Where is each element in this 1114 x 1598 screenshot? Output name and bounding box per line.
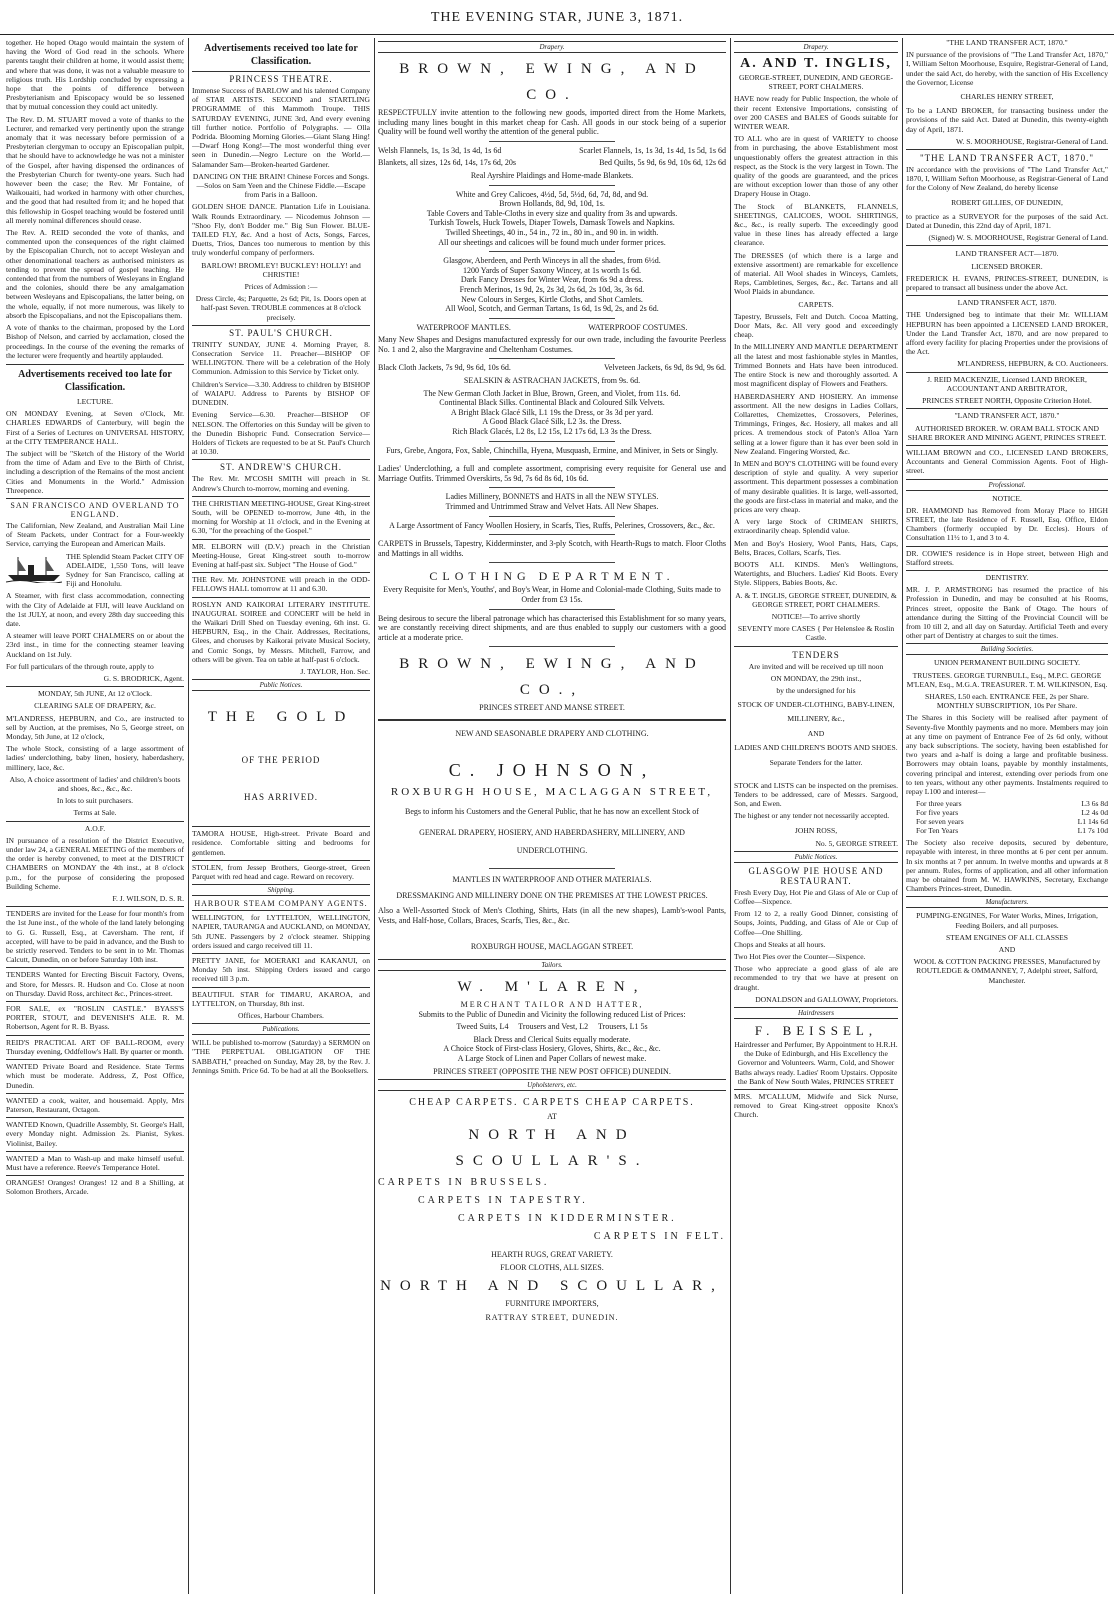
ad-heading: MERCHANT TAILOR AND HATTER, (460, 1000, 644, 1010)
price-line: Tweed Suits, L4 Trousers and Vest, L2 Trousers, L1 5s (456, 1022, 648, 1032)
section-label: Publications. (192, 1023, 370, 1035)
price-list: White and Grey Calicoes, 4½d, 5d, 5½d, 6d, 7d, 8d, and 9d. Brown Hollands, 8d, 9d, 10d, 1s. Table Covers and Table-Cloths in every size and quality from 3s and upwards. Turkish Towels, Huck Towels, Diaper Towels, Damask Towels and Napkins. Twilled Sheetings, 40 in., 54 in., 72 in., 80 in., and 90 in. in width. All our sheetings and calicoes will be found much under former prices. (426, 189, 678, 247)
rates-row (916, 826, 1108, 835)
ad-text: BEAUTIFUL STAR for TIMARU, AKAROA, and LYTTELTON, on Thursday, 8th inst. (192, 987, 370, 1008)
section-label: Upholsterers, etc. (378, 1079, 726, 1091)
ad-text: The Rev. Mr. M'COSH SMITH will preach in St. Andrew's Church to-morrow, morning and evening. (192, 474, 370, 493)
ad-text: In lots to suit purchasers. (56, 796, 134, 806)
ad-text: Ladies Millinery, BONNETS and HATS in all the NEW STYLES. Trimmed and Untrimmed Straw and Velvet Hats. All New Shapes. (445, 492, 659, 511)
ad-text: HEARTH RUGS, GREAT VARIETY. (491, 1249, 613, 1259)
ad-address: No. 5, GEORGE STREET. (815, 838, 898, 848)
column-rule (730, 38, 731, 1594)
ad-heading: NORTH AND SCOULLAR'S. (455, 1126, 649, 1169)
rates-term: For five years (916, 808, 959, 818)
ad-text: FREDERICK H. EVANS, PRINCES-STREET, DUNEDIN, is prepared to transact all business under the above Act. (906, 273, 1108, 293)
price-line: Welsh Flannels, 1s, 1s 3d, 1s 4d, 1s 6d (378, 145, 502, 155)
ad-text: PRETTY JANE, for MOERAKI and KAKANUI, on Monday 5th inst. Shipping Orders issued and cargo received till 3 p.m. (192, 953, 370, 984)
rates-amount: L2 4s 0d (1081, 808, 1108, 818)
ad-heading: WATERPROOF MANTLES. (416, 322, 511, 332)
ad-text: BOOTS ALL KINDS. Men's Wellingtons, Watertights, and Bluchers. Ladies' Kid Boots. Every Style. Slippers, Babies Boots, &c. (734, 559, 898, 588)
signature: DONALDSON and GALLOWAY, Proprietors. (755, 994, 898, 1004)
ad-heading: CHEAP CARPETS. CARPETS CHEAP CARPETS. (409, 1097, 695, 1109)
section-heading: Advertisements received too late for Classification. (204, 43, 358, 67)
ad-text: Every Requisite for Men's, Youths', and Boy's Wear, in Home and Colonial-made Clothing, Suits made to Order from £3 15s. (383, 585, 721, 604)
ad-text: IN pursuance of a resolution of the District Executive, under law 24, a GENERAL MEETING of the members of the order is hereby convened, to meet at the DISTRICT CHAMBERS on MONDAY the 4th inst., at 8 o'clock p.m., for the purpose of considering the proposed Building Scheme. (6, 835, 184, 891)
section-label: Drapery. (378, 41, 726, 53)
section-label: Drapery. (734, 41, 898, 53)
ad-text: to practice as a SURVEYOR for the purposes of the said Act. Dated at Dunedin, this 22nd day of April, 1871. (906, 211, 1108, 231)
price-list: The New German Cloth Jacket in Blue, Brown, Green, and Violet, from 11s. 6d. Continental Black Silks. Continental Black and Coloured Silk Velvets. A Bright Black Glacé Silk, L1 19s the Dress, or 3s 3d per yard. A Good Black Glacé Silk, L2 3s. the Dress. Rich Black Glacés, L2 8s, L2 15s, L2 17s 6d, L3 3s the Dress. (423, 388, 681, 437)
ad-text: The subject will be "Sketch of the History of the World from the time of Adam and Eve to the Birth of Christ, including a description of the Remains of the most ancient Cities and Monuments in the World." Admission Threepence. (6, 448, 184, 495)
ad-text: For full particulars of the through route, apply to (6, 661, 154, 671)
ad-heading: WATERPROOF COSTUMES. (588, 322, 688, 332)
price-list: Glasgow, Aberdeen, and Perth Winceys in all the shades, from 6½d. 1200 Yards of Super Saxony Wincey, at 1s worth 1s 6d. Dark Fancy Dresses for Winter Wear, from 6s 9d a dress. French Merinos, 1s 9d, 2s, 2s 3d, 2s 6d, 2s 10d, 3s, 3s 6d. New Colours in Serges, Kirtle Cloths, and Shot Camlets. All Wool, Scotch, and German Tartans, 1s 6d, 1s 9d, 2s, and 2s 6d. (443, 256, 661, 314)
ad-text: Immense Success of BARLOW and his talented Company of STAR ARTISTS. SECOND and STARTLING PROGRAMME of this Mammoth Troupe. THIS SATURDAY EVENING, JUNE 3rd, And every evening till further notice. Portfolio of Polygraphs. — Olla Podrida. Blooming Morning Glories.—Giant Slang Hing!—Dwarf Hong Kong!—The most wonderful thing ever seen in Dunedin.—Negro Lecture on the World.—Salamander Sam—Broken-hearted Gardener. (192, 86, 370, 169)
ad-text: CARPETS IN BRUSSELS. (378, 1176, 550, 1188)
ad-text: Terms at Sale. (73, 808, 117, 818)
ad-text: Many New Shapes and Designs manufactured expressly for our own trade, including the favourite Peerless No. 1 and 2, also the Margravine and Cheltenham Costumes. (378, 335, 726, 354)
ad-text: J. REID MACKENZIE, Licensed LAND BROKER, ACCOUNTANT AND ARBITRATOR, (906, 372, 1108, 393)
ad-text: REID'S PRACTICAL ART OF BALL-ROOM, every Thursday evening, Oddfellow's Hall. By quarter or month. (6, 1035, 184, 1056)
price-line: Scarlet Flannels, 1s, 1s 3d, 1s 4d, 1s 5d, 1s 6d (579, 145, 726, 155)
ad-heading: PUMPING-ENGINES, For Water Works, Mines, Irrigation, Feeding Boilers, and all purposes. (916, 911, 1098, 930)
ad-text: The whole Stock, consisting of a large assortment of ladies' underclothing, baby linen, hosiery, haberdashery, millinery, lace, &c. (6, 744, 184, 772)
ad-text: STOCK and LISTS can be inspected on the premises. Tenders to be addressed, care of Messrs. Sargood, Son, and Ewen. (734, 780, 898, 808)
ad-text: A very large Stock of CRIMEAN SHIRTS, extraordinarily cheap. Splendid value. (734, 517, 898, 536)
column-rule (188, 38, 189, 1594)
ad-text: SHARES, L50 each. ENTRANCE FEE, 2s per Share. MONTHLY SUBSCRIPTION, 10s Per Share. (925, 691, 1089, 711)
section-label: Professional. (906, 479, 1108, 491)
price-line: SEALSKIN & ASTRACHAN JACKETS, from 9s. 6d. (463, 376, 641, 386)
ad-text: BARLOW! BROMLEY! BUCKLEY! HOLLY! and CHRISTIE! (201, 260, 361, 279)
steamship-icon (6, 553, 62, 583)
ad-heading: MANTLES IN WATERPROOF AND OTHER MATERIALS. (452, 875, 652, 885)
section-label: Shipping. (192, 884, 370, 896)
article-paragraph: The Rev. D. M. STUART moved a vote of thanks to the Lecturer, and remarked very pertinently upon the strange anomaly that it was necessary before permission of a Presbyterian clergyman to occupy an Episcopalian pulpit, that he should have to acknowledge he was not a minister of the Gospel, after having dispensed the ordinances of the Presbyterian Church for twenty-one years. Such had however been the case; the Rev. Mr Fontaine, of Waikouaiti, had worked in harmony with other churches, and the good that had resulted from it; and he hoped that this fellowship in Gospel teaching would be fostered until all merely nominal differences should cease. (6, 114, 184, 225)
ad-address: PRINCES STREET NORTH, Opposite Criterion Hotel. (922, 396, 1092, 406)
ad-address: PRINCES STREET (OPPOSITE THE NEW POST OFFICE) DUNEDIN. (433, 1066, 671, 1076)
ad-heading: BROWN, EWING, AND CO., (399, 656, 705, 699)
column-rule (902, 38, 903, 1594)
ad-heading: TENDERS (734, 646, 898, 660)
column-5 (906, 38, 1108, 1594)
ad-text: DANCING ON THE BRAIN! Chinese Forces and Songs.—Solos on Sam Yeen and the Chinese Fiddle.—Escape from Paris in a Balloon. (192, 171, 370, 200)
ad-text: DR. HAMMOND has Removed from Moray Place to HIGH STREET, the late Residence of F. Russell, Esq. Office, Eldon Chambers (formerly occupied by Dr. Eccles). Hours of Consultation 11½ to 1, and 3 to 4. (906, 505, 1108, 543)
ad-text: THE Splendid Steam Packet CITY OF ADELAIDE, 1,550 Tons, will leave Sydney for San Francisco, calling at Fiji and Honolulu. (66, 551, 184, 589)
ad-text: A Large Assortment of Fancy Woollen Hosiery, in Scarfs, Ties, Ruffs, Pelerines, Crossovers, &c., &c. (389, 520, 715, 530)
ad-text: TAMORA HOUSE, High-street. Private Board and residence. Comfortable sitting and bedrooms for gentlemen. (192, 826, 370, 857)
ad-heading: LAND TRANSFER ACT, 1870. (906, 295, 1108, 307)
ad-heading: STEAM ENGINES OF ALL CLASSES (945, 932, 1069, 942)
ad-text: The Stock of BLANKETS, FLANNELS, SHEETINGS, CALICOES, WOOL SHIRTINGS, &c., &c., is really superb. The exceedingly good value in these lines has already effected a large clearance. (734, 201, 898, 248)
ad-text: HAVE now ready for Public Inspection, the whole of their recent Extensive Importations, consisting of over 200 CASES and BALES of Goods suitable for WINTER WEAR. (734, 94, 898, 132)
ad-text: The highest or any tender not necessarily accepted. (734, 811, 890, 821)
ad-heading: THE GOLD (207, 709, 355, 726)
signature: JOHN ROSS, (794, 826, 838, 836)
article-paragraph: together. He hoped Otago would maintain the system of having the Word of God read in the schools. Where parents taught their children at home, it would assist them; and where that was done, it was not a valuable measure to religious truth. His Lordship concluded by expressing a hope that the points of difference between Presbyterianism and Episcopacy would be so lessened that by mutual concession they could act unitedly. (6, 38, 184, 112)
ad-text: Ladies' Underclothing, a full and complete assortment, comprising every requisite for General use and Marriage Outfits. Trimmed Overskirts, 5s 9d, 7s 6d 8s 6d, 10s 6d. (378, 464, 726, 483)
ad-text: THE Rev. Mr. JOHNSTONE will preach in the ODD-FELLOWS HALL tomorrow at 11 and 6.30. (192, 572, 370, 593)
signature: J. TAYLOR, Hon. Sec. (300, 666, 370, 676)
rates-term: For three years (916, 799, 962, 809)
price-line: Velveteen Jackets, 6s 9d, 8s 9d, 9s 6d. (604, 363, 726, 373)
ad-name: ROBERT GILLIES, OF DUNEDIN, (951, 197, 1063, 207)
ad-heading: LECTURE. (76, 396, 114, 406)
ad-address: PRINCES STREET AND MANSE STREET. (479, 703, 625, 713)
ad-text: WELLINGTON, for LYTTELTON, WELLINGTON, NAPIER, TAURANGA and AUCKLAND, on MONDAY, 5th JUNE. Passengers by 2 o'clock steamer. Shipping orders issued and cargo received till 11. (192, 910, 370, 950)
signature: A. & T. INGLIS, GEORGE STREET, DUNEDIN, & GEORGE STREET, PORT CHALMERS. (735, 590, 897, 609)
ad-heading: LADIES AND CHILDREN'S BOOTS AND SHOES. (734, 743, 898, 753)
ad-heading: "THE LAND TRANSFER ACT, 1870." (946, 38, 1068, 47)
ad-text: WANTED a Man to Wash-up and make himself useful. Must have a reference. Reeve's Temperance Hotel. (6, 1151, 184, 1172)
ad-text: TO ALL who are in quest of VARIETY to choose from in purchasing, the above Establishment most unquestionably offers the greatest attraction in this respect, as the Stock is the very largest in Town. The quality of the goods are guaranteed, and the prices are without exception lower than those of any other Drapery House in Otago. (734, 134, 898, 199)
section-label: Hairdressers (734, 1007, 898, 1019)
ad-heading: OF THE PERIOD (241, 755, 321, 766)
ad-heading: HARBOUR STEAM COMPANY AGENTS. (194, 899, 368, 909)
ad-text: ON MONDAY, the 29th inst., (770, 673, 862, 683)
ad-heading: A. AND T. INGLIS, (740, 56, 892, 71)
ad-text: AT (547, 1112, 557, 1122)
ad-heading: C. JOHNSON, (448, 759, 656, 780)
ad-heading: ST. ANDREW'S CHURCH. (192, 459, 370, 472)
ad-text: Separate Tenders for the latter. (769, 758, 863, 768)
ad-text: Dress Circle, 4s; Parquette, 2s 6d; Pit, 1s. Doors open at half-past Seven. TROUBLE commences at 8 o'clock precisely. (195, 294, 367, 322)
ad-text: The Society also receive deposits, secured by debenture, repayable with interest, in three months at 6 per cent per annum. In six months at 7 per annum. In twelve months and upwards at 8 per annum. Rules, forms of application, and all other information may be obtained from M. W. HAWKINS, Secretary, Exchange Chambers Princes-street, Dunedin. (906, 838, 1108, 894)
ad-text: Two Hot Pies over the Counter—Sixpence. (734, 952, 866, 962)
ad-text: To be a LAND BROKER, for transacting business under the provisions of the said Act. Dated at Dunedin, this twenty-eighth day of April, 1871. (906, 106, 1108, 134)
column-3 (378, 38, 726, 1594)
ad-text: Evening Service—6.30. Preacher—BISHOP OF NELSON. The Offertories on this Sunday will be given to the Dunedin Bishopric Fund. Consecration Service—Holders of Tickets are requested to be at St. Paul's Church at 10.30. (192, 410, 370, 457)
section-label: Building Societies. (906, 643, 1108, 655)
ad-text: DR. COWIE'S residence is in Hope street, between High and Stafford streets. (906, 546, 1108, 567)
ad-heading: MONDAY, 5th JUNE, At 12 o'Clock. (6, 686, 184, 698)
article-paragraph: The Rev. A. REID seconded the vote of thanks, and commented upon the consequences of the right claimed by the Episcopalian Church, not to accept Wesleyan and other denominational teachers as authorised ministers as tending to prevent the spread of gospel teaching. He contended that from the numbers of Wesleyans in England and the colonies, should there be any amalgamation between Wesleyans and Episcopalians, the latter being, on the whole, equally, if not more numerous, was likely to absorb the Episcopalians, and not the Episcopalians them. (6, 228, 184, 320)
ad-heading: GENERAL DRAPERY, HOSIERY, AND HABERDASHERY, MILLINERY, AND UNDERCLOTHING. (419, 828, 685, 856)
ad-heading: LICENSED BROKER. (971, 261, 1043, 271)
ad-text: TRINITY SUNDAY, JUNE 4. Morning Prayer, 8. Consecration Service 11. Preacher—BISHOP OF WELLINGTON. There will be a celebration of the Holy Communion. Admission to this Service by Ticket only. (192, 339, 370, 377)
rates-row (916, 817, 1108, 826)
signature: G. S. BRODRICK, Agent. (103, 673, 184, 683)
ad-text: Children's Service—3.30. Address to children by BISHOP of WAIAPU. Address to Parents by BISHOP OF DUNEDIN. (192, 379, 370, 408)
rates-amount: L1 14s 6d (1077, 817, 1108, 827)
ad-text: WOOL & COTTON PACKING PRESSES, Manufactured by ROUTLEDGE & OMMANNEY, 7, Adelphi street, Salford, Manchester. (913, 957, 1101, 985)
ad-text: The Shares in this Society will be realised after payment of Seventy-five Monthly payments and no more. Members may join at any time on payment of Entrance Fee of 2s 6d only, without any back subscriptions. The society, having been established for two years and a-half is doing a large and profitable business. Borrowers may obtain loans, payable by monthly instalments, covering principal and interest, extending over periods from one to ten years, without any other payments. Instalments required to repay L100 and interest— (906, 713, 1108, 796)
ad-text: Being desirous to secure the liberal patronage which has characterised this Establishment for so many years, we are constantly receiving direct shipments, and are thus enabled to supply our customers with a good article at a moderate price. (378, 613, 726, 642)
ad-heading: "LAND TRANSFER ACT, 1870." (906, 408, 1108, 420)
rates-amount: L1 7s 10d (1077, 826, 1108, 836)
ad-heading: "THE LAND TRANSFER ACT, 1870." (906, 149, 1108, 163)
ad-text: Furs, Grebe, Angora, Fox, Sable, Chinchilla, Hyena, Musquash, Ermine, and Miniver, in Sets or Singly. (386, 445, 718, 455)
signature: (Signed) W. S. MOORHOUSE, Registrar General of Land. (928, 233, 1108, 243)
ad-text: AND (998, 945, 1016, 955)
ad-text: MRS. M'CALLUM, Midwife and Sick Nurse, removed to Great King-street opposite Knox's Church. (734, 1089, 898, 1120)
ad-heading: DRESSMAKING AND MILLINERY DONE ON THE PREMISES AT THE LOWEST PRICES. (396, 890, 708, 900)
ad-text: Black Dress and Clerical Suits equally moderate. A Choice Stock of First-class Hosiery, Gloves, Shirts, &c., &c., &c. A Large Stock of Linen and Paper Collars of newest make. (443, 1034, 661, 1064)
ad-text: HABERDASHERY AND HOSIERY. An immense assortment. All the new designs in Ladies Collars, Collarettes, Chemizettes, Crossovers, Pelerines, Trimmings, Fringes, &c. Hosiery, all makes and all prices. A tremendous stock of Paton's Alloa Yarn selling at a lower figure than it has ever been sold in New Zealand. Fingering Worsted, &c. (734, 391, 898, 456)
ad-text: The Californian, New Zealand, and Australian Mail Line of Steam Packets, under Contract for a Four-weekly Service, carrying the European and American Mails. (6, 520, 184, 549)
ad-text: CARPETS IN TAPESTRY. (418, 1194, 588, 1206)
ad-heading: DENTISTRY. (906, 570, 1108, 582)
column-1 (6, 38, 184, 1594)
section-label: Public Notices. (192, 679, 370, 691)
ad-text: From 12 to 2, a really Good Dinner, consisting of Soups, Joints, Pudding, and Glass of Ale or Cup of Coffee—One Shilling. (734, 909, 898, 937)
rates-row (916, 799, 1108, 808)
ad-text: AND (807, 729, 825, 739)
ad-text: Fresh Every Day, Hot Pie and Glass of Ale or Cup of Coffee—Sixpence. (734, 887, 898, 907)
ad-text: In the MILLINERY AND MANTLE DEPARTMENT all the latest and most fashionable styles in Mantles, Trimmed Bonnets and Hats have been introduced. The entire Stock is new and thoroughly assorted. A most magnificent display of Flowers and Feathers. (734, 342, 898, 389)
ad-text: by the undersigned for his (776, 685, 856, 695)
ad-text: ORANGES! Oranges! Oranges! 12 and 8 a Shilling, at Solomon Brothers, Arcade. (6, 1175, 184, 1196)
signature: F. J. WILSON, D. S. R. (112, 894, 184, 904)
ad-text: Also, A choice assortment of ladies' and children's boots and shoes, &c., &c., &c. (9, 774, 181, 794)
signature: W. S. MOORHOUSE, Registrar-General of Land. (955, 136, 1108, 146)
ad-heading: W. M'LAREN, (457, 979, 647, 996)
ad-heading: HAS ARRIVED. (243, 792, 318, 803)
ad-heading: UNION PERMANENT BUILDING SOCIETY. (933, 658, 1081, 668)
ad-text: M'LANDRESS, HEPBURN, and Co., are instructed to sell by Auction, at the premises, No 5, George street, on Monday, 5th June, at 12 o'clock, (6, 713, 184, 741)
ad-heading: GLASGOW PIE HOUSE AND RESTAURANT. (748, 865, 884, 886)
rates-amount: L3 6s 8d (1081, 799, 1108, 809)
ad-name: CHARLES HENRY STREET, (960, 92, 1054, 102)
ad-text: In MEN and BOY'S CLOTHING will be found every description of style and quality. A very superior assortment. This department possesses a combination of many desirable qualities. It is large, well-assorted, the goods are first-class in material and make, and the prices are very cheap. (734, 458, 898, 514)
ad-heading: NORTH AND SCOULLAR, (380, 1278, 724, 1295)
ad-text: FLOOR CLOTHS, ALL SIZES. (500, 1263, 604, 1273)
ad-heading: CARPETS. (798, 299, 834, 309)
rates-table (916, 799, 1108, 835)
ad-text: AUTHORISED BROKER. W. ORAM BALL STOCK AND SHARE BROKER AND MINING AGENT, PRINCES STREET. (907, 423, 1107, 442)
price-line: Blankets, all sizes, 12s 6d, 14s, 17s 6d, 20s (378, 158, 516, 168)
column-2 (192, 38, 370, 1594)
ad-heading: NOTICE. (992, 493, 1022, 503)
ad-text: Men and Boy's Hosiery, Wool Pants, Hats, Caps, Belts, Braces, Collars, Scarfs, Ties. (734, 538, 898, 557)
ad-text: Prices of Admission :— (244, 282, 318, 292)
ad-text: A Steamer, with first class accommodation, connecting with the City of Adelaide at FIJI, will leave Auckland on the 1st JULY, at noon, and every 28th day succeeding this date. (6, 591, 184, 628)
ad-heading: BROWN, EWING, AND CO. (399, 61, 705, 103)
ad-text: WANTED Known, Quadrille Assembly, St. George's Hall, every Monday night. Admission 2s. Pianist, Sykes. Violinist, Bailey. (6, 1117, 184, 1148)
ad-text: WILL be published to-morrow (Saturday) a SERMON on "THE PERPETUAL OBLIGATION OF THE SABBATH," preached on Sunday, May 28, by the Rev. J. Jennings Smith. Price 6d. To be had at all the Booksellers. (192, 1038, 370, 1075)
section-heading: Advertisements received too late for Classification. (6, 364, 184, 394)
ad-text: THE CHRISTIAN MEETING-HOUSE, Great King-street South, will be OPENED to-morrow, June 4th, in the morning for Worship at 11 o'clock, and in the Evening at 6.30, "for the preaching of the Gospel." (192, 496, 370, 536)
ad-text: NOTICE!—To arrive shortly (771, 611, 861, 621)
ad-text: CARPETS in Brussels, Tapestry, Kidderminster, and 3-ply Scotch, with Hearth-Rugs to match. Floor Cloths and Mattings in all widths. (378, 539, 726, 558)
ad-text: MR. J. P. ARMSTRONG has resumed the practice of his Profession in Dunedin, and may be consulted at his Rooms, Princes street, opposite the Bank of Otago. The hours of attendance during the Sitting of the Provincial Council will be from 10 till 2, and all day on Saturday. Artificial Teeth and every other part of Dentistry at charges to suit the times. (906, 585, 1108, 641)
section-label: Tailors. (378, 959, 726, 971)
ad-text: SEVENTY more CASES { Per Helenslee & Roslin Castle. (737, 624, 895, 643)
ad-heading: ST. PAUL'S CHURCH. (192, 325, 370, 338)
ad-heading: LAND TRANSFER ACT—1870. (906, 245, 1108, 258)
ad-heading: CLOTHING DEPARTMENT. (429, 569, 675, 584)
ad-text: CARPETS IN KIDDERMINSTER. (458, 1212, 677, 1224)
ad-text: GOLDEN SHOE DANCE. Plantation Life in Louisiana. Walk Rounds Extraordinary. — Nicodemus Johnson — "Shoo Fly, don't Bodder me." Big Sun Flower. BLUE-TAILED FLY, &c. And a host of Acts, Songs, Farces, Duetts, Trios, Dances too numerous to mention by this truly wonderful company of performers. (192, 202, 370, 258)
ad-text: A steamer will leave PORT CHALMERS on or about the 23rd inst., in time for the connecting steamer leaving Auckland on 1st July. (6, 631, 184, 659)
ad-text: IN accordance with the provisions of "The Land Transfer Act," 1870, I, William Sefton Moorhouse, as Registrar-General of Land for the Colony of New Zealand, do hereby license (906, 165, 1108, 193)
ad-text: Chops and Steaks at all hours. (734, 939, 826, 949)
ad-text: ON MONDAY Evening, at Seven o'Clock, Mr. CHARLES EDWARDS of Canterbury, will begin the First of a Series of Lectures on UNIVERSAL HISTORY, at the CITY TEMPERANCE HALL. (6, 409, 184, 446)
ad-address: ROXBURGH HOUSE, MACLAGGAN STREET. (470, 941, 634, 951)
ad-text: THE Undersigned beg to intimate that their Mr. WILLIAM HEPBURN has been appointed a LICENSED LAND BROKER, Under the Land Transfer Act, 1870, and are now prepared to afford every facility for placing Properties under the provisions of the Act. (906, 310, 1108, 357)
masthead: THE EVENING STAR, JUNE 3, 1871. (0, 4, 1114, 35)
ad-text: RESPECTFULLY invite attention to the following new goods, imported direct from the Home Markets, including many lines bought in this market cheap for Cash. All goods in our stock being of a superior Quality will be found well worthy the attention of the general public. (378, 108, 726, 137)
ad-text: WILLIAM BROWN and CO., LICENSED LAND BROKERS, Accountants and General Commission Agents. Foot of High-street. (906, 445, 1108, 476)
ad-heading: NEW AND SEASONABLE DRAPERY AND CLOTHING. (455, 728, 649, 738)
signature: M'LANDRESS, HEPBURN, & CO. Auctioneers. (957, 359, 1108, 369)
ad-address: GEORGE-STREET, DUNEDIN, AND GEORGE-STREET, PORT CHALMERS. (738, 73, 894, 92)
ad-text: TRUSTEES. GEORGE TURNBULL, Esq., M.P.C. GEORGE M'LEAN, Esq., M.G.A. TREASURER. T. M. WILKINSON, Esq. (906, 670, 1108, 689)
column-4 (734, 38, 898, 1594)
ad-text: The DRESSES (of which there is a large and extensive assortment) are remarkable for excellence of material. All Wool shades in Winceys, Camlets, Reps, Cambletines, Serges, &c., &c. Tartans and all Wool Plaids in abundance. (734, 250, 898, 297)
rates-term: For Ten Years (916, 826, 959, 836)
ad-heading: PRINCESS THEATRE. (192, 71, 370, 84)
ad-heading: F. BEISSEL, (754, 1023, 878, 1039)
ad-text: Tapestry, Brussels, Felt and Dutch. Cocoa Matting, Door Mats, &c. All very good and exceedingly cheap. (734, 311, 898, 340)
article-paragraph: A vote of thanks to the chairman, proposed by the Lord Bishop of Nelson, and carried by acclamation, closed the proceedings. In the course of the evening the remarks of the lecturer were frequently and heartily applauded. (6, 323, 184, 360)
rates-term: For seven years (916, 817, 964, 827)
ad-text: ROSLYN AND KAIKORAI LITERARY INSTITUTE. INAUGURAL SOIREE and CONCERT will be held in the Waikari Drill Shed on Tuesday evening, 6th inst. G. HEPBURN, Esq., in the Chair. Addresses, Recitations, Glees, and choruses by Kaikorai private Musical Society, and Comic Songs, by Messrs. Mitchell, Farrow, and others will be given. Tea on table at half-past 6 o'clock. (192, 597, 370, 664)
ad-text: IN pursuance of the provisions of "The Land Transfer Act, 1870," I, William Selton Moorhouse, Esquire, Registrar-General of Land, under the said Act, do hereby, with the sanction of His Excellency the Governor, License (906, 50, 1108, 87)
price-line: Bed Quilts, 5s 9d, 6s 9d, 10s 6d, 12s 6d (599, 158, 726, 168)
price-line: Real Ayrshire Plaidings and Home-made Blankets. (470, 170, 634, 180)
ad-text: WANTED a cook, waiter, and housemaid. Apply, Mrs Paterson, Restaurant, Octagon. (6, 1093, 184, 1114)
ad-text: Also a Well-Assorted Stock of Men's Clothing, Shirts, Hats (in all the new shapes), Lamb's-wool Pants, Vests, and Half-hose, Collars, Braces, Scarfs, Ties, &c., &c. (378, 906, 726, 925)
section-label: Manufacturers. (906, 896, 1108, 908)
ad-heading: CLEARING SALE OF DRAPERY, &c. (34, 701, 156, 711)
ad-text: WANTED Private Board and Residence. State Terms which must be moderate. Address, Z, Post Office, Dunedin. (6, 1059, 184, 1090)
section-label: Public Notices. (734, 851, 898, 863)
ad-text: Begs to inform his Customers and the General Public, that he has now an excellent Stock of (405, 806, 699, 816)
ad-text: FOR SALE, ex "ROSLIN CASTLE." BYASS'S PORTER, STOUT, and DEVENISH'S ALE. R. M. Robertson, Agent for R. B. Byass. (6, 1001, 184, 1032)
ad-text: STOLEN, from Jessep Brothers, George-street, Green Parquet with red head and cage. Reward on recovery. (192, 860, 370, 881)
ad-text: FURNITURE IMPORTERS, (505, 1299, 599, 1309)
ad-heading: ROXBURGH HOUSE, MACLAGGAN STREET, (390, 785, 714, 798)
ad-heading: STOCK OF UNDER-CLOTHING, BABY-LINEN, MILLINERY, &c., (737, 700, 895, 724)
rates-row (916, 808, 1108, 817)
ad-text: MR. ELBORN will (D.V.) preach in the Christian Meeting-House, Great King-street south to-morrow Evening at half-past six. Subject "The House of God." (192, 539, 370, 570)
ad-text: Submits to the Public of Dunedin and Vicinity the following reduced List of Prices: (418, 1009, 686, 1019)
ad-text: Those who appreciate a good glass of ale are recommended to try that we have at present on draught. (734, 964, 898, 992)
ad-text: Are invited and will be received up till noon (748, 661, 884, 671)
ad-text: Hairdresser and Perfumer, By Appointment to H.R.H. the Duke of Edinburgh, and His Excellency the Governor and Volunteers. Warm, Cold, and Shower Baths always ready. Ladies' Room Upstairs. Opposite the Bank of New South Wales, PRINCES STREET (734, 1040, 898, 1086)
ad-text: Offices, Harbour Chambers. (238, 1011, 324, 1021)
ad-text: CARPETS IN FELT. (593, 1230, 726, 1242)
column-rule (374, 38, 375, 1594)
ad-heading: SAN FRANCISCO AND OVERLAND TO ENGLAND. (6, 498, 184, 519)
price-line: Black Cloth Jackets, 7s 9d, 9s 6d, 10s 6d. (378, 363, 511, 373)
ad-text: TENDERS are invited for the Lease for four month's from the 1st June inst., of the whole of the land lately belonging to G. G. Russell, Esq., at Caversham. The rent, if accepted, will have to be paid in advance, and the Bush to be strictly reserved. Tenders to be sent in to Mr. Thomas Calcutt, Dunedin, on or before Saturday 10th inst. (6, 906, 184, 964)
ad-address: RATTRAY STREET, DUNEDIN. (485, 1312, 619, 1322)
ad-heading: A.O.F. (6, 821, 184, 833)
ad-text: TENDERS Wanted for Erecting Biscuit Factory, Ovens, and Store, for Messrs. R. Hudson and Co. Close at noon on Thursday. David Ross, architect &c., Princes-street. (6, 967, 184, 998)
